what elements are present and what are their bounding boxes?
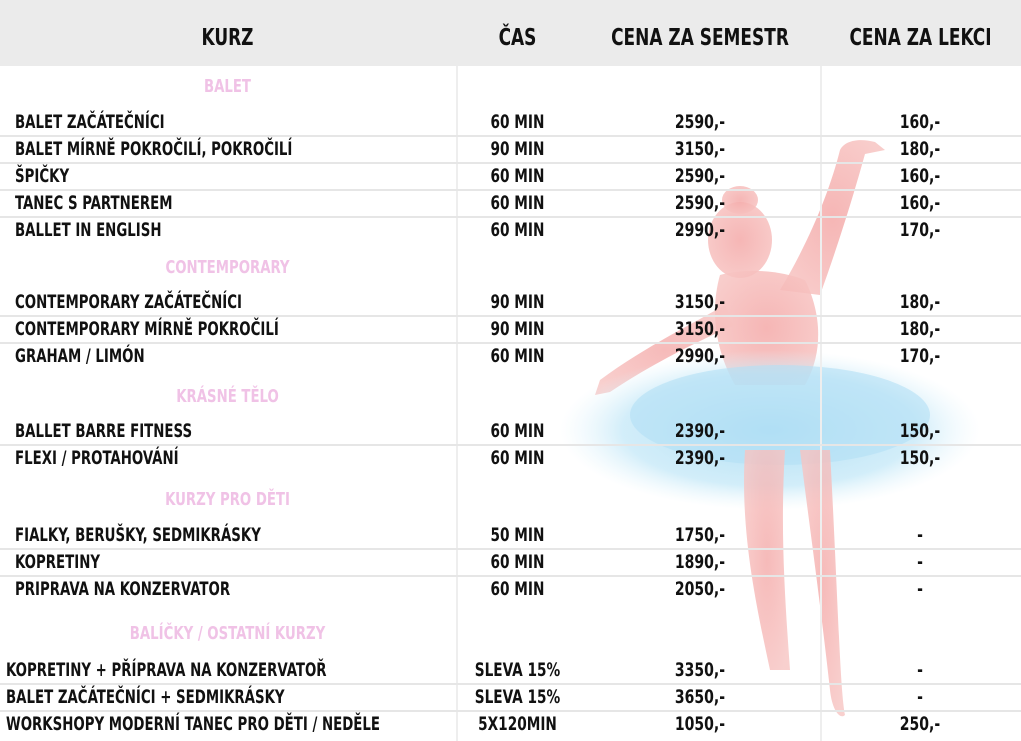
section-title: KURZY PRO DĚTI — [165, 489, 290, 510]
price-semester: 3350,- — [674, 659, 726, 681]
section-title: CONTEMPORARY — [165, 257, 290, 278]
price-semester: 3150,- — [674, 318, 726, 340]
price-semester: 2990,- — [674, 345, 726, 367]
table-row — [0, 190, 1021, 218]
price-semester: 2390,- — [674, 447, 726, 469]
course-time: 60 MIN — [490, 551, 545, 573]
course-name: ŠPIČKY — [15, 165, 70, 187]
table-header — [0, 0, 1021, 66]
header-cena-semestr: CENA ZA SEMESTR — [611, 25, 789, 51]
table-row — [0, 445, 1021, 471]
section-title: BALÍČKY / OSTATNÍ KURZY — [129, 623, 326, 644]
price-lesson: 160,- — [899, 165, 941, 187]
price-semester: 2590,- — [674, 192, 726, 214]
course-name: WORKSHOPY MODERNÍ TANEC PRO DĚTI / NEDĚLE — [6, 713, 381, 735]
table-row — [0, 684, 1021, 712]
price-semester: 2990,- — [674, 219, 726, 241]
price-semester: 1050,- — [674, 713, 726, 735]
course-time: 90 MIN — [490, 291, 545, 313]
header-cas: ČAS — [498, 25, 537, 51]
table-row — [0, 136, 1021, 164]
course-name: FIALKY, BERUŠKY, SEDMIKRÁSKY — [15, 524, 261, 546]
course-name: BALET ZAČÁTEČNÍCI — [15, 111, 165, 133]
price-semester: 3650,- — [674, 686, 726, 708]
course-time: 5X120MIN — [478, 713, 557, 735]
course-name: GRAHAM / LIMÓN — [15, 345, 145, 367]
table-row — [0, 657, 1021, 685]
course-name: BALLET IN ENGLISH — [15, 219, 162, 241]
table-row — [0, 289, 1021, 317]
price-lesson: - — [917, 578, 923, 600]
table-row — [0, 418, 1021, 446]
table-row — [0, 343, 1021, 369]
course-time: 90 MIN — [490, 318, 545, 340]
course-time: 90 MIN — [490, 138, 545, 160]
price-lesson: 180,- — [899, 138, 941, 160]
course-name: PRIPRAVA NA KONZERVATOR — [15, 578, 231, 600]
section-title: BALET — [204, 76, 251, 97]
price-lesson: - — [917, 551, 923, 573]
price-lesson: - — [917, 524, 923, 546]
header-kurz: KURZ — [201, 25, 254, 51]
course-name: BALLET BARRE FITNESS — [15, 420, 193, 442]
price-semester: 3150,- — [674, 138, 726, 160]
price-lesson: 180,- — [899, 291, 941, 313]
course-name: BALET ZAČÁTEČNÍCI + SEDMIKRÁSKY — [6, 686, 285, 708]
price-lesson: 170,- — [899, 345, 941, 367]
table-row — [0, 576, 1021, 602]
price-lesson: 250,- — [899, 713, 941, 735]
course-name: FLEXI / PROTAHOVÁNÍ — [15, 447, 179, 469]
price-lesson: 150,- — [899, 447, 941, 469]
price-semester: 2050,- — [674, 578, 726, 600]
price-lesson: 160,- — [899, 111, 941, 133]
price-semester: 1890,- — [674, 551, 726, 573]
course-time: 60 MIN — [490, 219, 545, 241]
header-cena-lekce: CENA ZA LEKCI — [849, 25, 992, 51]
table-row — [0, 549, 1021, 577]
course-time: 60 MIN — [490, 447, 545, 469]
course-time: 60 MIN — [490, 578, 545, 600]
course-time: 60 MIN — [490, 192, 545, 214]
price-semester: 2390,- — [674, 420, 726, 442]
course-name: KOPRETINY — [15, 551, 101, 573]
course-name: CONTEMPORARY MÍRNĚ POKROČILÍ — [15, 318, 279, 340]
course-name: KOPRETINY + PŘÍPRAVA NA KONZERVATOŘ — [6, 659, 327, 681]
table-row — [0, 109, 1021, 137]
course-time: 60 MIN — [490, 420, 545, 442]
price-semester: 2590,- — [674, 165, 726, 187]
course-name: BALET MÍRNĚ POKROČILÍ, POKROČILÍ — [15, 138, 293, 160]
price-semester: 3150,- — [674, 291, 726, 313]
section-title: KRÁSNÉ TĚLO — [176, 386, 279, 407]
course-time: SLEVA 15% — [474, 659, 561, 681]
table-row — [0, 711, 1021, 737]
price-lesson: 170,- — [899, 219, 941, 241]
table-row — [0, 217, 1021, 243]
course-time: SLEVA 15% — [474, 686, 561, 708]
price-lesson: - — [917, 659, 923, 681]
price-semester: 2590,- — [674, 111, 726, 133]
price-lesson: 150,- — [899, 420, 941, 442]
price-lesson: - — [917, 686, 923, 708]
price-lesson: 160,- — [899, 192, 941, 214]
table-row — [0, 522, 1021, 550]
table-row — [0, 163, 1021, 191]
course-time: 60 MIN — [490, 111, 545, 133]
price-lesson: 180,- — [899, 318, 941, 340]
course-time: 60 MIN — [490, 165, 545, 187]
course-time: 50 MIN — [490, 524, 545, 546]
price-semester: 1750,- — [674, 524, 726, 546]
course-name: TANEC S PARTNEREM — [15, 192, 173, 214]
course-name: CONTEMPORARY ZAČÁTEČNÍCI — [15, 291, 242, 313]
course-time: 60 MIN — [490, 345, 545, 367]
table-row — [0, 316, 1021, 344]
